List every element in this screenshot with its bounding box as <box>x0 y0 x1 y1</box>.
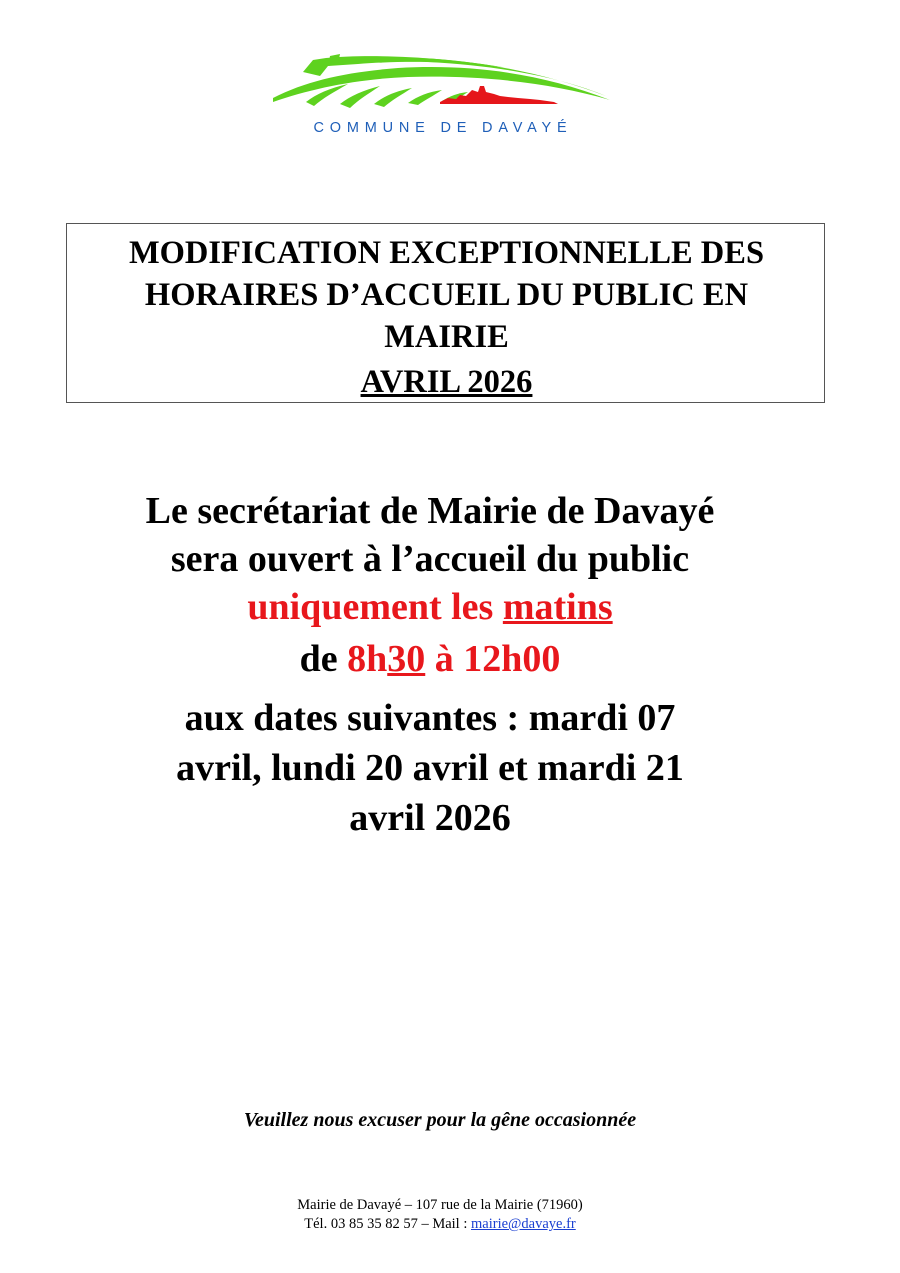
footer-email-link[interactable]: mairie@davaye.fr <box>471 1216 576 1232</box>
hours-start-min: 30 <box>387 638 426 680</box>
commune-logo-graphic <box>268 50 618 120</box>
hours-end: à 12h00 <box>425 638 561 680</box>
title-line-3: MAIRIE <box>384 319 509 355</box>
body-line-4 <box>80 631 780 687</box>
footer <box>0 1196 880 1234</box>
hours-start-h: 8h <box>347 638 388 680</box>
body-line-5: aux dates suivantes : mardi 07 <box>184 697 676 739</box>
body-line-2: sera ouvert à l’accueil du public <box>170 538 690 580</box>
apology-note: Veuillez nous excuser pour la gêne occasionnée <box>243 1109 637 1131</box>
notice-title-box <box>66 223 825 403</box>
mornings-only-text: uniquement les <box>247 586 503 628</box>
hours-prefix: de <box>299 638 348 680</box>
footer-address: Mairie de Davayé – 107 rue de la Mairie (71960) <box>297 1197 583 1213</box>
notice-date <box>67 361 826 403</box>
mornings-word: matins <box>502 586 613 628</box>
body-line-6: avril, lundi 20 avril et mardi 21 <box>176 747 684 789</box>
title-line-2: HORAIRES D’ACCUEIL DU PUBLIC EN <box>144 277 749 313</box>
notice-date-text: AVRIL 2026 <box>360 364 533 400</box>
body-line-7: avril 2026 <box>349 797 511 839</box>
commune-logo <box>268 50 618 145</box>
footer-phone: Tél. 03 85 35 82 57 – Mail : <box>304 1216 471 1232</box>
body-line-1: Le secrétariat de Mairie de Davayé <box>145 490 715 532</box>
notice-body <box>80 487 780 843</box>
footer-contact <box>0 1215 880 1234</box>
title-line-1: MODIFICATION EXCEPTIONNELLE DES <box>128 235 765 271</box>
commune-name: COMMUNE DE DAVAYÉ <box>313 120 573 136</box>
notice-title <box>67 232 826 358</box>
body-line-3 <box>80 583 780 631</box>
